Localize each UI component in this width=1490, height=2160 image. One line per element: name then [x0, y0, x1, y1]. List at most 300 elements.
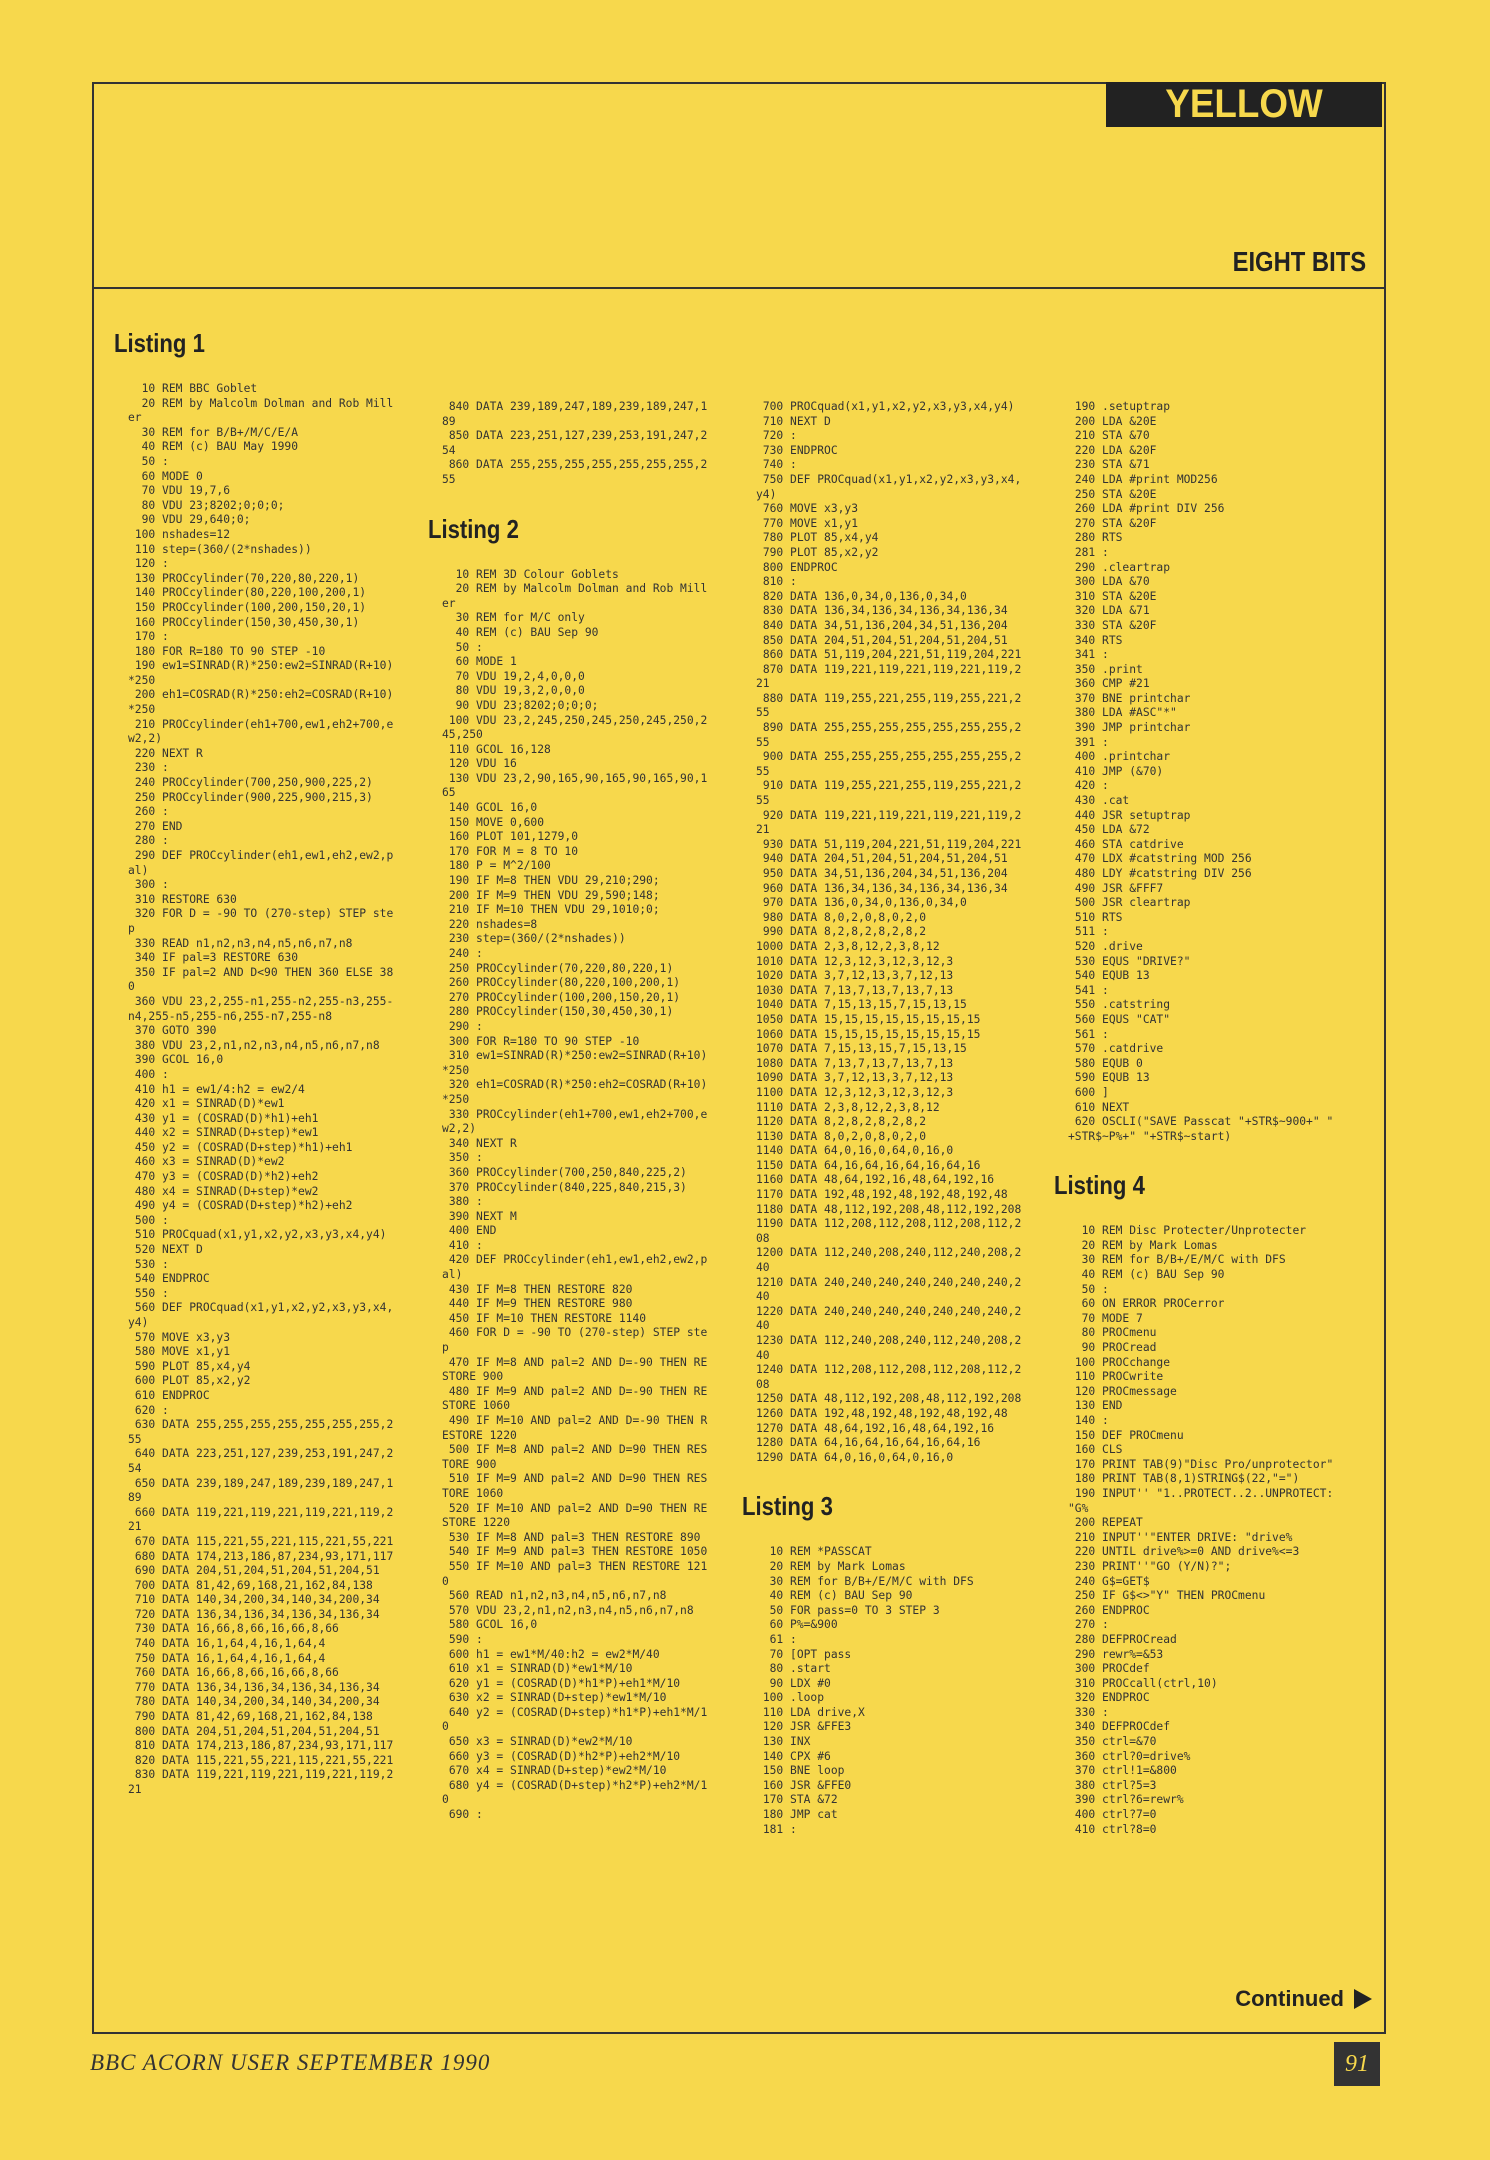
code-line: 30 REM for B/B+/M/C/E/A	[128, 425, 299, 439]
code-line: 210 STA &70	[1068, 429, 1150, 443]
code-line: 200 REPEAT	[1068, 1516, 1143, 1530]
code-line: 990 DATA 8,2,8,2,8,2,8,2	[756, 925, 927, 939]
code-line: 470 LDX #catstring MOD 256	[1068, 852, 1252, 866]
code-line: 930 DATA 51,119,204,221,51,119,204,221	[756, 837, 1022, 851]
code-line: STORE 900	[442, 1370, 504, 1384]
code-line: 320 ENDPROC	[1068, 1691, 1150, 1705]
code-line: 21	[128, 1520, 142, 1534]
code-line: 450 LDA &72	[1068, 823, 1150, 837]
code-line: 540 EQUB 13	[1068, 969, 1150, 983]
code-line: 270 PROCcylinder(100,200,150,20,1)	[442, 990, 681, 1004]
code-line: 410 ctrl?8=0	[1068, 1822, 1157, 1836]
code-line: 520 NEXT D	[128, 1243, 203, 1257]
code-line: 400 ctrl?7=0	[1068, 1808, 1157, 1822]
code-line: 20 REM by Mark Lomas	[756, 1559, 906, 1573]
code-line: 40	[756, 1319, 770, 1333]
code-line: 150 DEF PROCmenu	[1068, 1428, 1184, 1442]
code-line: 54	[128, 1461, 142, 1475]
code-line: 55	[128, 1432, 142, 1446]
code-line: +STR$~P%+" "+STR$~start)	[1068, 1129, 1232, 1143]
code-line: 610 NEXT	[1068, 1100, 1130, 1114]
code-line: 360 VDU 23,2,255-n1,255-n2,255-n3,255-	[128, 994, 394, 1008]
code-line: 89	[442, 414, 456, 428]
code-line: 690 :	[442, 1808, 483, 1822]
code-line: 70 [OPT pass	[756, 1647, 852, 1661]
code-line: 160 JSR &FFE0	[756, 1778, 852, 1792]
code-line: 560 DEF PROCquad(x1,y1,x2,y2,x3,y3,x4,	[128, 1301, 394, 1315]
code-line: 100 .loop	[756, 1691, 825, 1705]
code-line: 1270 DATA 48,64,192,16,48,64,192,16	[756, 1421, 995, 1435]
code-line: 40 REM (c) BAU May 1990	[128, 440, 299, 454]
code-line: 380 :	[442, 1195, 483, 1209]
code-line: 150 BNE loop	[756, 1764, 845, 1778]
code-line: 480 IF M=9 AND pal=2 AND D=-90 THEN RE	[442, 1384, 708, 1398]
code-line: 300 LDA &70	[1068, 575, 1150, 589]
code-line: 170 STA &72	[756, 1793, 838, 1807]
code-line: 280 :	[128, 834, 169, 848]
code-line: 290 DEF PROCcylinder(eh1,ew1,eh2,ew2,p	[128, 849, 394, 862]
code-line: 760 MOVE x3,y3	[756, 502, 859, 516]
code-line: 440 JSR setuptrap	[1068, 808, 1191, 822]
code-line: 290 .cleartrap	[1068, 560, 1171, 574]
code-line: 280 RTS	[1068, 531, 1123, 545]
code-line: 600 ]	[1068, 1085, 1109, 1099]
code-line: 740 :	[756, 458, 797, 472]
listing-column-4	[1054, 400, 1346, 1837]
code-line: 21	[128, 1783, 142, 1796]
code-line: 350 IF pal=2 AND D<90 THEN 360 ELSE 38	[128, 965, 394, 979]
code-line: 140 :	[1068, 1414, 1109, 1427]
code-line: p	[442, 1341, 449, 1355]
code-line: 640 y2 = (COSRAD(D+step)*h1*P)+eh1*M/1	[442, 1705, 708, 1719]
code-line: 511 :	[1068, 925, 1109, 939]
code-line: 1240 DATA 112,208,112,208,112,208,112,2	[756, 1363, 1022, 1377]
code-line: 960 DATA 136,34,136,34,136,34,136,34	[756, 881, 1008, 895]
code-line: 260 LDA #print DIV 256	[1068, 502, 1225, 516]
code-line: 580 GCOL 16,0	[442, 1618, 538, 1632]
code-line: 310 STA &20E	[1068, 589, 1157, 603]
code-line: 500 :	[128, 1213, 169, 1227]
code-line: 680 DATA 174,213,186,87,234,93,171,117	[128, 1549, 394, 1563]
code-line: y4)	[756, 487, 777, 501]
code-line: 100 VDU 23,2,245,250,245,250,245,250,2	[442, 713, 708, 727]
code-line: 170 PRINT TAB(9)"Disc Pro/unprotector"	[1068, 1457, 1334, 1471]
code-line: 800 DATA 204,51,204,51,204,51,204,51	[128, 1724, 380, 1738]
code-line: 1180 DATA 48,112,192,208,48,112,192,208	[756, 1202, 1022, 1216]
code-line: 240 LDA #print MOD256	[1068, 472, 1218, 486]
code-line: 120 VDU 16	[442, 757, 517, 771]
code-line: 230 step=(360/(2*nshades))	[442, 932, 626, 946]
listing-column-2	[428, 400, 720, 1823]
code-line: 580 EQUB 0	[1068, 1056, 1143, 1070]
code-line: 40 REM (c) BAU Sep 90	[1068, 1268, 1225, 1282]
code-line: 50 :	[442, 640, 483, 654]
code-line: 790 DATA 81,42,69,168,21,162,84,138	[128, 1710, 373, 1724]
code-line: 1120 DATA 8,2,8,2,8,2,8,2	[756, 1115, 927, 1129]
code-line: 190 INPUT'' "1..PROTECT..2..UNPROTECT:	[1068, 1486, 1334, 1500]
code-line: 470 y3 = (COSRAD(D)*h2)+eh2	[128, 1170, 319, 1184]
code-line: 350 .print	[1068, 662, 1143, 676]
code-line: 200 LDA &20E	[1068, 414, 1157, 428]
code-line: 530 IF M=8 AND pal=3 THEN RESTORE 890	[442, 1530, 701, 1544]
code-line: 280 DEFPROCread	[1068, 1632, 1177, 1646]
code-line: 210 INPUT''"ENTER DRIVE: "drive%	[1068, 1530, 1293, 1544]
code-line: 130 END	[1068, 1399, 1123, 1413]
listing-heading: Listing 4	[1054, 1170, 1145, 1201]
section-tag: YELLOW PAGES	[1106, 82, 1382, 127]
code-line: STORE 1060	[442, 1399, 511, 1413]
code-line: 250 IF G$<>"Y" THEN PROCmenu	[1068, 1589, 1266, 1603]
code-line: 1010 DATA 12,3,12,3,12,3,12,3	[756, 954, 954, 968]
code-line: 390 ctrl?6=rewr%	[1068, 1793, 1184, 1807]
code-line: 860 DATA 255,255,255,255,255,255,255,2	[442, 458, 708, 472]
code-line: 250 PROCcylinder(900,225,900,215,3)	[128, 790, 373, 804]
code-line: 1130 DATA 8,0,2,0,8,0,2,0	[756, 1129, 927, 1143]
code-line: 240 G$=GET$	[1068, 1574, 1150, 1588]
code-line: *250	[128, 703, 156, 717]
code-line: 190 IF M=8 THEN VDU 29,210;290;	[442, 874, 660, 888]
code-line: 1200 DATA 112,240,208,240,112,240,208,2	[756, 1246, 1022, 1260]
code-line: 500 IF M=8 AND pal=2 AND D=90 THEN RES	[442, 1443, 708, 1457]
code-line: 1110 DATA 2,3,8,12,2,3,8,12	[756, 1100, 940, 1114]
code-line: 520 IF M=10 AND pal=2 AND D=90 THEN RE	[442, 1501, 708, 1515]
code-line: 750 DEF PROCquad(x1,y1,x2,y2,x3,y3,x4,	[756, 472, 1022, 486]
code-line: 40	[756, 1348, 770, 1362]
code-line: 21	[756, 677, 770, 691]
code-line: 220 NEXT R	[128, 746, 203, 760]
code-line: 240 :	[442, 947, 483, 960]
code-line: y4)	[128, 1316, 149, 1329]
code-line: 300 FOR R=180 TO 90 STEP -10	[442, 1034, 640, 1048]
code-line: 310 ew1=SINRAD(R)*250:ew2=SINRAD(R+10)	[442, 1049, 708, 1063]
code-line: 530 :	[128, 1257, 169, 1271]
code-line: 370 PROCcylinder(840,225,840,215,3)	[442, 1180, 687, 1194]
code-line: 510 IF M=9 AND pal=2 AND D=90 THEN RES	[442, 1472, 708, 1486]
code-line: 610 x1 = SINRAD(D)*ew1*M/10	[442, 1662, 633, 1676]
code-line: 340 DEFPROCdef	[1068, 1720, 1171, 1734]
code-line: 230 STA &71	[1068, 458, 1150, 472]
code-line: 640 DATA 223,251,127,239,253,191,247,2	[128, 1447, 394, 1461]
code-line: 08	[756, 1377, 770, 1391]
code-line: 1050 DATA 15,15,15,15,15,15,15,15	[756, 1012, 981, 1026]
continued-marker	[1235, 1986, 1372, 2012]
code-line: 1030 DATA 7,13,7,13,7,13,7,13	[756, 983, 954, 997]
code-line: 660 y3 = (COSRAD(D)*h2*P)+eh2*M/10	[442, 1749, 681, 1763]
code-line: 1150 DATA 64,16,64,16,64,16,64,16	[756, 1158, 981, 1172]
code-line: 10 REM 3D Colour Goblets	[442, 567, 619, 581]
code-line: 430 .cat	[1068, 794, 1130, 808]
code-line: 1000 DATA 2,3,8,12,2,3,8,12	[756, 939, 940, 953]
code-line: 30 REM for B/B+/E/M/C with DFS	[1068, 1253, 1286, 1267]
code-line: 90 LDX #0	[756, 1676, 831, 1690]
code-line: 430 IF M=8 THEN RESTORE 820	[442, 1282, 633, 1296]
code-line: w2,2)	[442, 1122, 477, 1136]
code-line: 760 DATA 16,66,8,66,16,66,8,66	[128, 1666, 339, 1680]
code-line: 50 :	[128, 454, 169, 468]
code-line: 150 MOVE 0,600	[442, 815, 545, 829]
code-line: 190 ew1=SINRAD(R)*250:ew2=SINRAD(R+10)	[128, 659, 394, 673]
section-subtitle: EIGHT BITS	[1232, 246, 1366, 277]
code-line: 370 BNE printchar	[1068, 691, 1191, 705]
code-line: 860 DATA 51,119,204,221,51,119,204,221	[756, 648, 1022, 662]
code-line: 21	[756, 823, 770, 837]
code-line: 410 JMP (&70)	[1068, 764, 1164, 778]
code-line: 580 MOVE x1,y1	[128, 1345, 231, 1359]
arrow-right-icon	[1354, 1989, 1372, 2009]
code-line: 40	[756, 1261, 770, 1275]
code-line: 490 JSR &FFF7	[1068, 881, 1164, 895]
code-line: 130 VDU 23,2,90,165,90,165,90,165,90,1	[442, 771, 708, 785]
code-line: 60 MODE 0	[128, 469, 203, 483]
code-line: 750 DATA 16,1,64,4,16,1,64,4	[128, 1651, 326, 1665]
code-line: 0	[442, 1793, 449, 1807]
code-line: 80 VDU 19,3,2,0,0,0	[442, 684, 585, 698]
code-line: 90 VDU 23;8202;0;0;0;	[442, 698, 599, 712]
code-line: 570 MOVE x3,y3	[128, 1330, 231, 1344]
code-line: 670 DATA 115,221,55,221,115,221,55,221	[128, 1534, 394, 1548]
code-line: 780 PLOT 85,x4,y4	[756, 531, 879, 545]
code-line: 50 :	[1068, 1282, 1109, 1296]
code-line: 40 REM (c) BAU Sep 90	[756, 1589, 913, 1603]
code-line: 180 JMP cat	[756, 1808, 838, 1822]
code-line: 870 DATA 119,221,119,221,119,221,119,2	[756, 662, 1022, 676]
code-line: 160 PLOT 101,1279,0	[442, 830, 579, 844]
code-line: 1220 DATA 240,240,240,240,240,240,240,2	[756, 1304, 1022, 1318]
code-line: 510 RTS	[1068, 910, 1123, 924]
code-line: 720 DATA 136,34,136,34,136,34,136,34	[128, 1607, 380, 1621]
code-line: 590 EQUB 13	[1068, 1071, 1150, 1085]
code-line: 1140 DATA 64,0,16,0,64,0,16,0	[756, 1144, 954, 1158]
code-line: 450 y2 = (COSRAD(D+step)*h1)+eh1	[128, 1140, 353, 1154]
code-line: 340 NEXT R	[442, 1136, 517, 1150]
code-line: 20 REM by Malcolm Dolman and Rob Mill	[442, 582, 708, 596]
code-line: 390 JMP printchar	[1068, 721, 1191, 735]
code-line: 340 IF pal=3 RESTORE 630	[128, 951, 299, 965]
code-line: 480 x4 = SINRAD(D+step)*ew2	[128, 1184, 319, 1198]
code-line: 1190 DATA 112,208,112,208,112,208,112,2	[756, 1217, 1022, 1231]
code-line: 440 x2 = SINRAD(D+step)*ew1	[128, 1126, 319, 1140]
code-line: 240 PROCcylinder(700,250,900,225,2)	[128, 776, 373, 790]
code-line: 590 PLOT 85,x4,y4	[128, 1359, 251, 1373]
code-line: 950 DATA 34,51,136,204,34,51,136,204	[756, 867, 1008, 880]
code-line: 60 P%=&900	[756, 1618, 838, 1632]
code-line: 730 DATA 16,66,8,66,16,66,8,66	[128, 1622, 339, 1636]
code-line: 590 :	[442, 1632, 483, 1646]
code-line: 55	[756, 735, 770, 749]
code-line: 320 FOR D = -90 TO (270-step) STEP ste	[128, 907, 394, 921]
code-line: TORE 900	[442, 1457, 497, 1471]
code-line: 40 REM (c) BAU Sep 90	[442, 625, 599, 639]
code-line: 790 PLOT 85,x2,y2	[756, 545, 879, 559]
code-line: 1260 DATA 192,48,192,48,192,48,192,48	[756, 1406, 1008, 1420]
code-line: 830 DATA 119,221,119,221,119,221,119,2	[128, 1768, 394, 1782]
code-line: 850 DATA 204,51,204,51,204,51,204,51	[756, 633, 1008, 647]
code-line: 10 REM *PASSCAT	[756, 1545, 872, 1559]
code-line: 210 PROCcylinder(eh1+700,ew1,eh2+700,e	[128, 717, 394, 731]
code-line: 550 .catstring	[1068, 998, 1171, 1012]
listing-heading: Listing 3	[742, 1491, 833, 1522]
code-line: 65	[442, 786, 456, 800]
code-line: 120 :	[128, 557, 169, 571]
code-line: 360 PROCcylinder(700,250,840,225,2)	[442, 1165, 687, 1179]
header-rule	[92, 287, 1384, 289]
code-line: 70 MODE 7	[1068, 1311, 1143, 1325]
code-line: 1250 DATA 48,112,192,208,48,112,192,208	[756, 1392, 1022, 1406]
code-line: 1160 DATA 48,64,192,16,48,64,192,16	[756, 1173, 995, 1187]
code-line: 110 PROCwrite	[1068, 1370, 1164, 1384]
code-line: 770 MOVE x1,y1	[756, 516, 859, 530]
code-line: 110 GCOL 16,128	[442, 742, 551, 756]
code-line: 10 REM Disc Protecter/Unprotecter	[1068, 1224, 1307, 1238]
code-line: 770 DATA 136,34,136,34,136,34,136,34	[128, 1680, 380, 1694]
code-line: 260 PROCcylinder(80,220,100,200,1)	[442, 976, 681, 990]
code-line: 360 CMP #21	[1068, 677, 1150, 691]
code-line: 550 :	[128, 1286, 169, 1300]
code-line: 350 ctrl=&70	[1068, 1735, 1157, 1749]
code-line: 45,250	[442, 728, 483, 742]
code-line: 620 OSCLI("SAVE Passcat "+STR$~900+" "	[1068, 1115, 1334, 1129]
code-line: al)	[442, 1268, 463, 1282]
code-line: 270 END	[128, 819, 183, 833]
code-line: 400 :	[128, 1067, 169, 1081]
code-line: *250	[442, 1092, 470, 1106]
code-line: 410 h1 = ew1/4:h2 = ew2/4	[128, 1082, 305, 1096]
code-line: 230 PRINT''"GO (Y/N)?";	[1068, 1559, 1232, 1573]
code-line: 330 READ n1,n2,n3,n4,n5,n6,n7,n8	[128, 936, 353, 950]
code-line: 250 PROCcylinder(70,220,80,220,1)	[442, 961, 674, 975]
code-line: 260 ENDPROC	[1068, 1603, 1150, 1617]
code-line: al)	[128, 863, 149, 877]
code-line: 730 ENDPROC	[756, 443, 838, 457]
code-line: 30 REM for M/C only	[442, 611, 585, 625]
code-line: 490 IF M=10 AND pal=2 AND D=-90 THEN R	[442, 1414, 708, 1427]
code-line: 120 JSR &FFE3	[756, 1720, 852, 1734]
code-line: 600 PLOT 85,x2,y2	[128, 1374, 251, 1388]
code-line: 140 CPX #6	[756, 1749, 831, 1763]
code-line: 0	[442, 1720, 449, 1734]
code-line: 55	[756, 764, 770, 778]
code-line: 620 :	[128, 1403, 169, 1417]
code-line: 1280 DATA 64,16,64,16,64,16,64,16	[756, 1436, 981, 1450]
code-line: 110 LDA drive,X	[756, 1705, 865, 1719]
code-line: 180 FOR R=180 TO 90 STEP -10	[128, 644, 326, 658]
code-line: 130 INX	[756, 1735, 811, 1749]
code-line: 440 IF M=9 THEN RESTORE 980	[442, 1297, 633, 1311]
code-line: 80 .start	[756, 1662, 831, 1676]
code-line: "G%	[1068, 1501, 1089, 1515]
code-line: 290 rewr%=&53	[1068, 1647, 1164, 1661]
code-line: 55	[756, 706, 770, 720]
code-line: 40	[756, 1290, 770, 1304]
code-line: 380 ctrl?5=3	[1068, 1778, 1157, 1792]
code-line: 0	[442, 1574, 449, 1588]
listing-heading: Listing 1	[114, 328, 205, 358]
code-line: 341 :	[1068, 648, 1109, 662]
code-line: 380 VDU 23,2,n1,n2,n3,n4,n5,n6,n7,n8	[128, 1038, 380, 1052]
code-line: 880 DATA 119,255,221,255,119,255,221,2	[756, 691, 1022, 705]
code-line: 460 x3 = SINRAD(D)*ew2	[128, 1155, 285, 1169]
code-line: 0	[128, 980, 135, 994]
code-line: 89	[128, 1491, 142, 1505]
code-line: 530 EQUS "DRIVE?"	[1068, 954, 1191, 968]
code-line: 400 .printchar	[1068, 750, 1171, 764]
code-line: 340 RTS	[1068, 633, 1123, 647]
code-line: 55	[756, 794, 770, 808]
listing-column-3	[742, 400, 1034, 1837]
code-line: 420 x1 = SINRAD(D)*ew1	[128, 1097, 285, 1111]
code-line: 380 LDA #ASC"*"	[1068, 706, 1177, 720]
code-line: 310 RESTORE 630	[128, 892, 237, 906]
code-line: *250	[442, 1063, 470, 1077]
code-line: 720 :	[756, 429, 797, 443]
code-line: 670 x4 = SINRAD(D+step)*ew2*M/10	[442, 1764, 667, 1778]
code-line: 391 :	[1068, 735, 1109, 749]
code-line: 140 PROCcylinder(80,220,100,200,1)	[128, 586, 367, 600]
code-line: 1090 DATA 3,7,12,13,3,7,12,13	[756, 1071, 954, 1085]
code-line: 270 STA &20F	[1068, 516, 1157, 530]
code-line: 1040 DATA 7,15,13,15,7,15,13,15	[756, 998, 967, 1012]
code-line: 70 VDU 19,7,6	[128, 484, 231, 498]
code-line: 610 ENDPROC	[128, 1388, 210, 1402]
code-line: 650 DATA 239,189,247,189,239,189,247,1	[128, 1476, 394, 1490]
code-line: 250 STA &20E	[1068, 487, 1157, 501]
code-line: 910 DATA 119,255,221,255,119,255,221,2	[756, 779, 1022, 793]
code-line: 850 DATA 223,251,127,239,253,191,247,2	[442, 429, 708, 443]
code-line: 460 FOR D = -90 TO (270-step) STEP ste	[442, 1326, 708, 1340]
code-line: 310 PROCcall(ctrl,10)	[1068, 1676, 1218, 1690]
code-line: 300 PROCdef	[1068, 1662, 1150, 1676]
code-line: 810 DATA 174,213,186,87,234,93,171,117	[128, 1739, 394, 1753]
code-line: 150 PROCcylinder(100,200,150,20,1)	[128, 600, 367, 614]
code-line: 970 DATA 136,0,34,0,136,0,34,0	[756, 896, 967, 910]
code-line: 540 ENDPROC	[128, 1272, 210, 1286]
code-line: 810 :	[756, 575, 797, 589]
code-line: 420 :	[1068, 779, 1109, 793]
code-line: 740 DATA 16,1,64,4,16,1,64,4	[128, 1637, 326, 1651]
code-line: 61 :	[756, 1632, 797, 1646]
code-line: 120 PROCmessage	[1068, 1384, 1177, 1398]
code-line: 630 x2 = SINRAD(D+step)*ew1*M/10	[442, 1691, 667, 1705]
code-line: 170 :	[128, 630, 169, 644]
code-line: 561 :	[1068, 1027, 1109, 1041]
code-line: 710 DATA 140,34,200,34,140,34,200,34	[128, 1593, 380, 1607]
code-line: 300 :	[128, 878, 169, 892]
listing-heading: Listing 2	[428, 513, 519, 544]
code-line: 710 NEXT D	[756, 414, 831, 428]
code-line: 90 PROCread	[1068, 1341, 1157, 1355]
code-line: 510 PROCquad(x1,y1,x2,y2,x3,y3,x4,y4)	[128, 1228, 387, 1242]
code-line: 1020 DATA 3,7,12,13,3,7,12,13	[756, 969, 954, 983]
code-line: 680 y4 = (COSRAD(D+step)*h2*P)+eh2*M/1	[442, 1778, 708, 1792]
code-line: 170 FOR M = 8 TO 10	[442, 844, 579, 858]
code-line: er	[442, 596, 456, 610]
code-line: 60 ON ERROR PROCerror	[1068, 1297, 1225, 1311]
code-line: 230 :	[128, 761, 169, 775]
code-line: 60 MODE 1	[442, 655, 517, 669]
code-line: 390 NEXT M	[442, 1209, 517, 1223]
code-line: 330 STA &20F	[1068, 618, 1157, 632]
code-line: 220 UNTIL drive%>=0 AND drive%<=3	[1068, 1545, 1300, 1559]
code-line: 50 FOR pass=0 TO 3 STEP 3	[756, 1603, 940, 1617]
code-line: 460 STA catdrive	[1068, 837, 1184, 851]
code-line: 840 DATA 239,189,247,189,239,189,247,1	[442, 400, 708, 413]
code-line: 600 h1 = ew1*M/40:h2 = ew2*M/40	[442, 1647, 660, 1661]
code-line: 700 PROCquad(x1,y1,x2,y2,x3,y3,x4,y4)	[756, 400, 1015, 413]
code-line: 700 DATA 81,42,69,168,21,162,84,138	[128, 1578, 373, 1592]
code-line: 160 CLS	[1068, 1443, 1123, 1457]
continued-label: Continued	[1235, 1986, 1344, 2011]
code-line: 370 GOTO 390	[128, 1024, 217, 1038]
